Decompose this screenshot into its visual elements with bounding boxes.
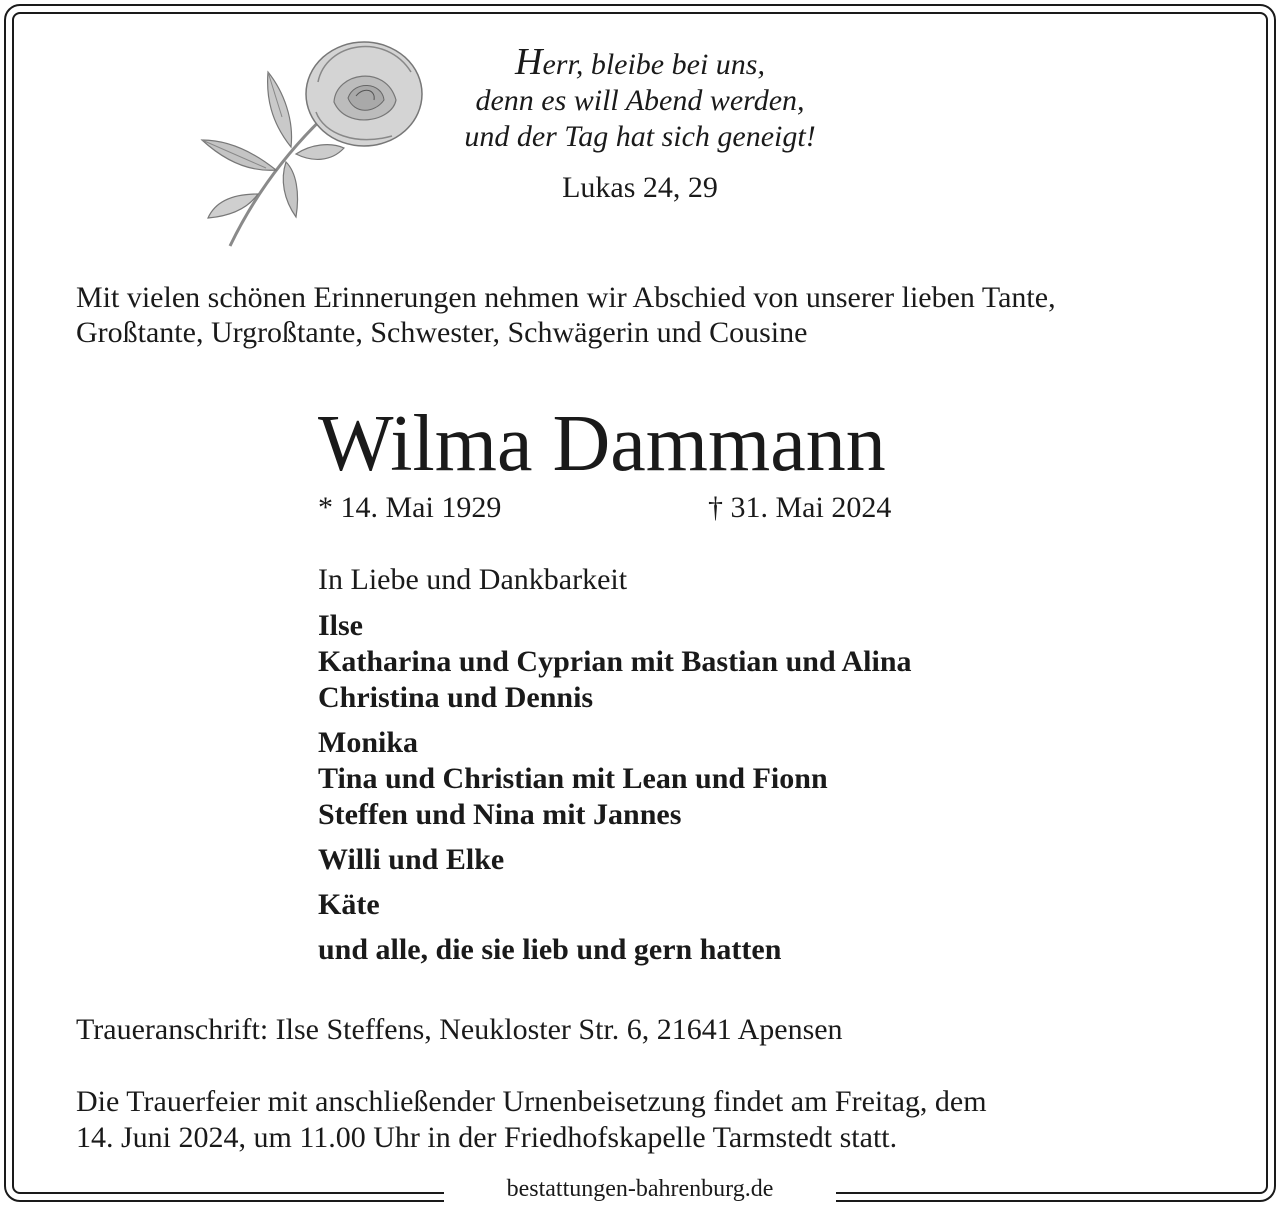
intro-line-1: Mit vielen schönen Erinnerungen nehmen wir Abschied von unserer lieben Tante, [76, 281, 1056, 314]
ceremony-line-2: 14. Juni 2024, um 11.00 Uhr in der Friedhofskapelle Tarmstedt statt. [76, 1121, 898, 1154]
bible-verse [420, 41, 860, 155]
mourner-line: Monika [318, 726, 419, 759]
closing-phrase: In Liebe und Dankbarkeit [318, 563, 628, 596]
ceremony-line-1: Die Trauerfeier mit anschließender Urnenbeisetzung findet am Freitag, dem [76, 1085, 987, 1118]
mourner-line: Tina und Christian mit Lean und Fionn [318, 762, 828, 795]
mourner-line: Ilse [318, 609, 363, 642]
mourner-line: Willi und Elke [318, 843, 505, 876]
mourner-group [318, 725, 1218, 833]
verse-reference: Lukas 24, 29 [562, 171, 718, 204]
verse-initial: H [515, 41, 543, 83]
intro-text [76, 280, 1226, 350]
mourner-group [318, 932, 1218, 968]
ceremony-info [76, 1084, 1226, 1156]
verse-line-2: denn es will Abend werden, [475, 84, 805, 117]
death-date: † 31. Mai 2024 [708, 491, 892, 524]
mourners-list [318, 608, 1218, 977]
mourner-group [318, 842, 1218, 878]
mourner-line: Katharina und Cyprian mit Bastian und Alina [318, 645, 912, 678]
mourner-group [318, 608, 1218, 716]
mourner-line: Käte [318, 888, 380, 921]
verse-line-1: err, bleibe bei uns, [542, 48, 765, 81]
deceased-name: Wilma Dammann [318, 400, 886, 488]
mourning-address: Traueranschrift: Ilse Steffens, Neukloster Str. 6, 21641 Apensen [76, 1013, 843, 1046]
footer-url[interactable]: bestattungen-bahrenburg.de [506, 1176, 774, 1202]
birth-date: * 14. Mai 1929 [318, 491, 502, 524]
verse-line-3: und der Tag hat sich geneigt! [464, 120, 816, 153]
mourner-line: Christina und Dennis [318, 681, 594, 714]
mourner-line: Steffen und Nina mit Jannes [318, 798, 682, 831]
intro-line-2: Großtante, Urgroßtante, Schwester, Schwägerin und Cousine [76, 316, 808, 349]
mourner-line: und alle, die sie lieb und gern hatten [318, 933, 782, 966]
rose-icon [196, 22, 436, 252]
mourner-group [318, 887, 1218, 923]
